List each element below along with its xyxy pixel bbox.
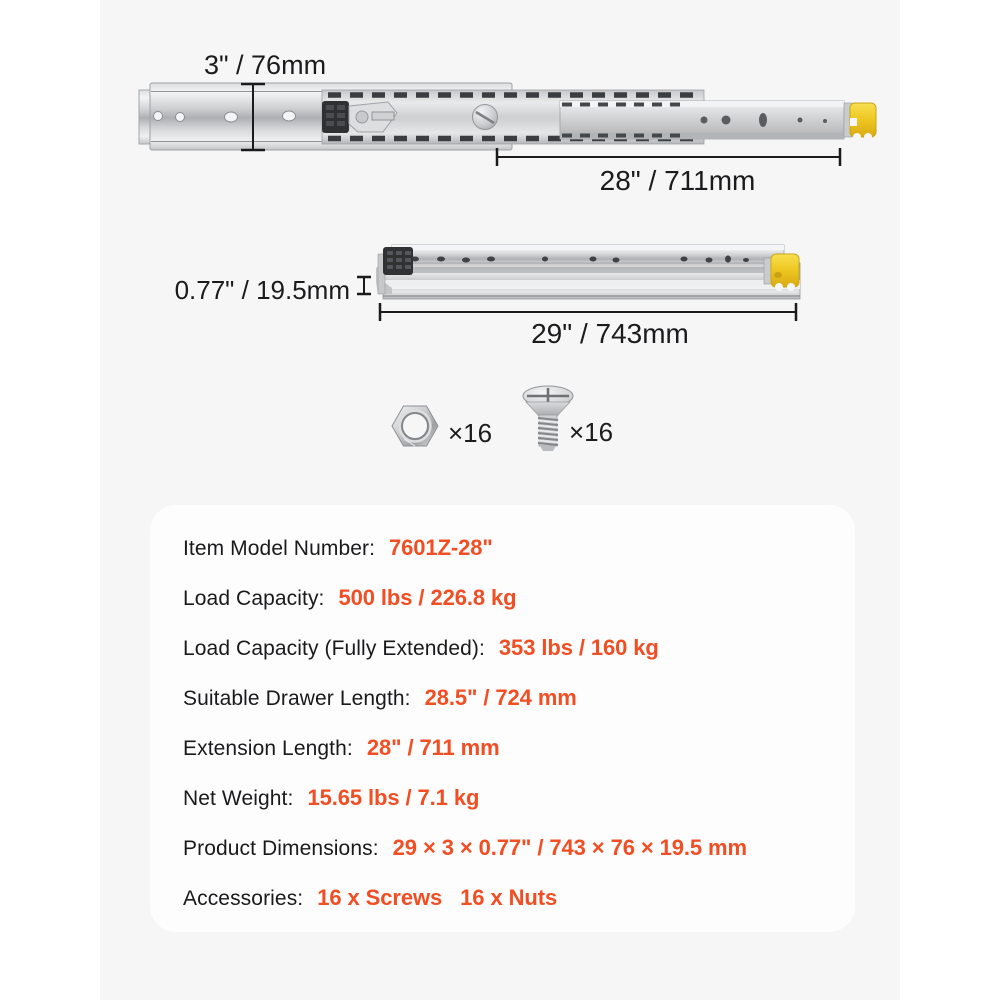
spec-value: 500 lbs / 226.8 kg bbox=[338, 585, 517, 610]
height-dim-label: 3" / 76mm bbox=[203, 50, 327, 80]
spec-row-product-dimensions bbox=[183, 835, 827, 862]
spec-row-drawer-length bbox=[183, 685, 827, 712]
spec-label: Accessories: bbox=[183, 887, 304, 910]
spec-label: Item Model Number: bbox=[183, 537, 376, 560]
extension-dim-label: 28" / 711mm bbox=[599, 165, 756, 196]
spec-label: Extension Length: bbox=[183, 737, 353, 760]
spec-value: 353 lbs / 160 kg bbox=[498, 635, 659, 660]
screw-icon bbox=[520, 384, 576, 454]
spec-value: 29 × 3 × 0.77" / 743 × 76 × 19.5 mm bbox=[392, 835, 747, 860]
extension-dimension-line bbox=[497, 148, 840, 166]
spec-value: 28" / 711 mm bbox=[366, 735, 500, 760]
inner-rail bbox=[560, 101, 876, 141]
spec-value: 16 x Screws 16 x Nuts bbox=[317, 885, 558, 910]
spec-row-accessories bbox=[183, 885, 827, 912]
spec-row-net-weight bbox=[183, 785, 827, 812]
spec-value: 15.65 lbs / 7.1 kg bbox=[307, 785, 480, 810]
spec-label: Product Dimensions: bbox=[183, 837, 379, 860]
closed-bottom-rail bbox=[383, 263, 800, 299]
spec-list bbox=[183, 535, 827, 912]
screw-count-label: ×16 bbox=[569, 417, 614, 447]
spec-row-extension-length bbox=[183, 735, 827, 762]
spec-value: 28.5" / 724 mm bbox=[424, 685, 577, 710]
thickness-dim-label: 0.77" / 19.5mm bbox=[174, 275, 350, 305]
nut-icon bbox=[390, 402, 442, 450]
length-dim-label: 29" / 743mm bbox=[531, 318, 689, 349]
spec-row-model bbox=[183, 535, 827, 562]
spec-label: Net Weight: bbox=[183, 787, 294, 810]
thickness-dimension-marker bbox=[357, 277, 371, 294]
nut-count-label: ×16 bbox=[448, 418, 493, 448]
spec-value: 7601Z-28" bbox=[389, 535, 493, 560]
spec-label: Load Capacity: bbox=[183, 587, 325, 610]
yellow-handle bbox=[850, 103, 876, 141]
spec-row-load-capacity-extended bbox=[183, 635, 827, 662]
spec-label: Suitable Drawer Length: bbox=[183, 687, 411, 710]
spec-card bbox=[150, 505, 855, 932]
spec-row-load-capacity bbox=[183, 585, 827, 612]
spec-label: Load Capacity (Fully Extended): bbox=[183, 637, 485, 660]
